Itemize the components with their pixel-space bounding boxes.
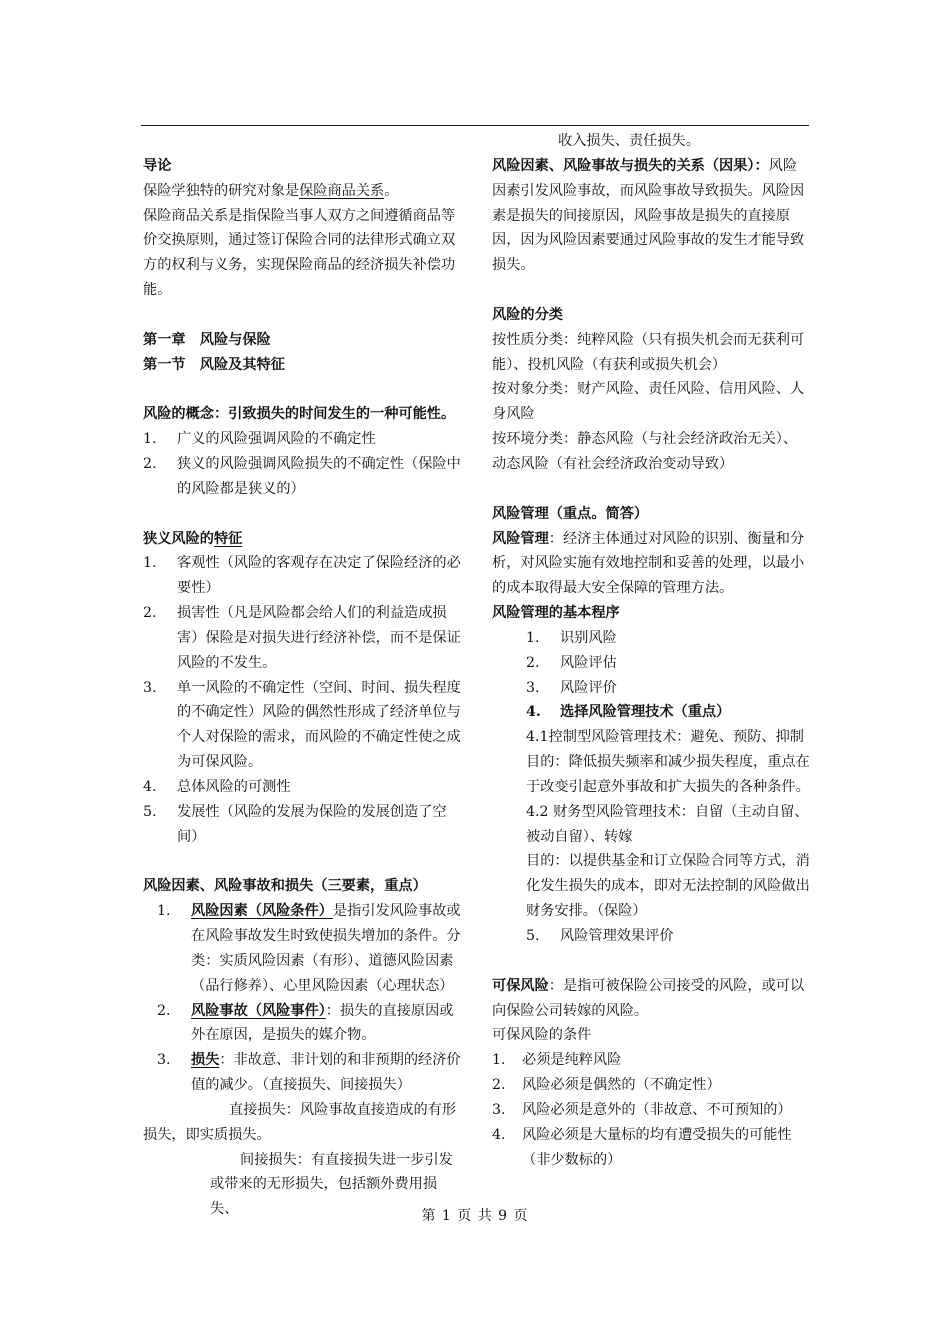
list-item: 2. 风险评估	[526, 654, 617, 671]
technique-finance: 4.2 财务型风险管理技术：自留（主动自留、被动自留）、转嫁	[526, 803, 809, 845]
list-item: 2. 风险必须是偶然的（不确定性）	[492, 1077, 721, 1094]
list-item: 3. 风险评价	[526, 679, 617, 696]
classification-line: 按性质分类：纯粹风险（只有损失机会而无获利可能）、投机风险（有获利或损失机会）	[492, 331, 805, 373]
page-footer: 第 1 页 共 9 页	[421, 1208, 529, 1224]
intro-paragraph: 保险商品关系是指保险当事人双方之间遵循商品等价交换原则，通过签订保险合同的法律形式确立双方的权利与义务，实现保险商品的经济损失补偿功能。	[143, 207, 456, 299]
chapter-title: 第一章 风险与保险	[143, 331, 271, 348]
left-column	[143, 129, 461, 1222]
technique-control: 4.1控制型风险管理技术：避免、预防、抑制目的：降低损失频率和减少损失程度，重点在于改变引起意外事故和扩大损失的各种条件。	[526, 729, 810, 795]
risk-concept: 风险的概念：引致损失的时间发生的一种可能性。	[143, 406, 456, 423]
list-item: 3. 风险必须是意外的（非故意、不可预知的）	[492, 1101, 792, 1118]
relation-paragraph: 风险因素、风险事故与损失的关系（因果）：风险因素引发风险事故，而风险事故导致损失。风险因素是损失的间接原因，风险事故是损失的直接原因，因为风险因素要通过风险事故的发生才能导致损失。	[492, 157, 805, 274]
list-item: 4. 选择风险管理技术（重点）	[526, 704, 731, 721]
continued-line: 收入损失、责任损失。	[558, 133, 700, 149]
list-item: 2. 损害性（凡是风险都会给人们的利益造成损害）保险是对损失进行经济补偿，而不是保证风险的不发生。	[143, 605, 461, 671]
list-item: 1. 必须是纯粹风险	[492, 1052, 622, 1069]
list-item: 3. 单一风险的不确定性（空间、时间、损失程度的不确定性）风险的偶然性形成了经济单位与个人对保险的需求，而风险的不确定性使之成为可保风险。	[143, 679, 461, 771]
insurable-risk-definition: 可保风险：是指可被保险公司接受的风险，或可以向保险公司转嫁的风险。	[492, 977, 805, 1019]
conditions-title: 可保风险的条件	[492, 1027, 592, 1044]
right-column	[492, 129, 810, 1172]
header-rule	[141, 125, 809, 126]
classification-line: 按对象分类：财产风险、责任风险、信用风险、人身风险	[492, 381, 805, 423]
three-elements-title: 风险因素、风险事故和损失（三要素，重点）	[143, 878, 427, 895]
intro-title: 导论	[143, 157, 172, 174]
classification-title: 风险的分类	[492, 306, 563, 323]
list-item: 1. 广义的风险强调风险的不确定性	[143, 431, 376, 448]
list-item: 2. 狭义的风险强调风险损失的不确定性（保险中的风险都是狭义的）	[143, 455, 461, 497]
list-item: 5. 发展性（风险的发展为保险的发展创造了空间）	[143, 803, 447, 845]
list-item: 4. 总体风险的可测性	[143, 778, 291, 795]
management-definition: 风险管理：经济主体通过对风险的识别、衡量和分析，对风险实施有效地控制和妥善的处理，以最小的成本取得最大安全保障的管理方法。	[492, 530, 805, 597]
list-item: 2. 风险事故（风险事件）：损失的直接原因或外在原因，是损失的媒介物。	[157, 1002, 454, 1044]
list-item: 4. 风险必须是大量标的均有遭受损失的可能性（非少数标的）	[492, 1126, 792, 1168]
indirect-loss: 间接损失：有直接损失进一步引发或带来的无形损失，包括额外费用损失、	[210, 1151, 453, 1218]
features-title: 狭义风险的特征	[143, 530, 243, 547]
intro-line: 保险学独特的研究对象是保险商品关系。	[143, 182, 399, 199]
direct-loss: 直接损失：风险事故直接造成的有形损失，即实质损失。	[143, 1101, 457, 1143]
intro-keyword: 保险商品关系	[299, 182, 385, 199]
section-title: 第一节 风险及其特征	[143, 356, 285, 373]
list-item: 1. 识别风险	[526, 629, 617, 646]
procedure-title: 风险管理的基本程序	[492, 605, 620, 622]
technique-finance-goal: 目的：以提供基金和订立保险合同等方式，消化发生损失的成本，即对无法控制的风险做出财务安排。（保险）	[526, 853, 810, 920]
list-item: 5. 风险管理效果评价	[526, 928, 674, 944]
list-item: 3. 损失：非故意、非计划的和非预期的经济价值的减少。（直接损失、间接损失）	[157, 1052, 461, 1094]
list-item: 1. 风险因素（风险条件）是指引发风险事故或在风险事故发生时致使损失增加的条件。分类：实质风险因素（有形）、道德风险因素（品行修养）、心里风险因素（心理状态）	[157, 903, 461, 994]
management-title: 风险管理（重点。简答）	[492, 505, 649, 522]
list-item: 1. 客观性（风险的客观存在决定了保险经济的必要性）	[143, 555, 461, 597]
classification-line: 按环境分类：静态风险（与社会经济政治无关）、动态风险（有社会经济政治变动导致）	[492, 431, 798, 472]
